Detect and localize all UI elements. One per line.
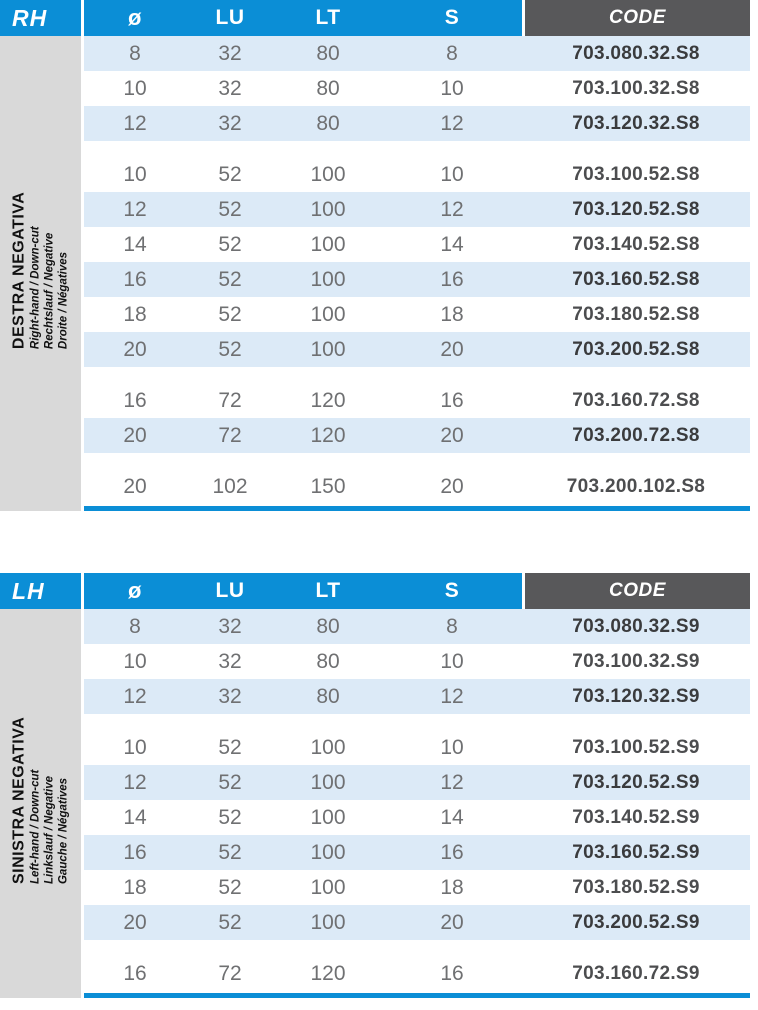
- diameter-cell: 20: [84, 418, 186, 453]
- lt-cell: 100: [274, 332, 382, 367]
- spacer-cell: [186, 367, 274, 383]
- table-row-spacer: [84, 940, 750, 956]
- lt-cell: 120: [310, 961, 346, 985]
- lt-cell: 100: [274, 905, 382, 940]
- column-header-lt: LT: [274, 0, 382, 36]
- table-row[interactable]: [84, 870, 750, 905]
- code-cell: 703.160.72.S8: [572, 389, 700, 411]
- lt-cell: 120: [274, 418, 382, 453]
- lt-cell: 100: [274, 192, 382, 227]
- side-label-subtitles: [28, 226, 71, 349]
- spacer-cell: [84, 940, 186, 956]
- code-cell: 703.100.32.S9: [572, 650, 700, 672]
- spacer-cell: [84, 714, 186, 730]
- side-label-rotated: [10, 191, 71, 348]
- shank-cell: 18: [440, 875, 464, 899]
- spacer-cell: [522, 141, 750, 157]
- table-row[interactable]: [84, 905, 750, 940]
- side-label-title: SINISTRA NEGATIVA: [10, 716, 28, 884]
- table-rows: [84, 609, 750, 991]
- spacer-cell: [84, 141, 186, 157]
- lu-cell: 52: [218, 302, 242, 326]
- lu-cell: 72: [218, 961, 242, 985]
- lu-cell: 52: [218, 805, 242, 829]
- code-cell: 703.120.52.S8: [522, 192, 750, 227]
- lu-cell: 52: [186, 192, 274, 227]
- code-cell: 703.160.52.S8: [522, 262, 750, 297]
- diameter-cell: 18: [123, 302, 147, 326]
- lu-cell: 32: [186, 36, 274, 71]
- shank-cell: 14: [440, 232, 464, 256]
- shank-cell: 16: [440, 961, 464, 985]
- diameter-cell: 12: [84, 106, 186, 141]
- side-label-subtitles: [28, 769, 71, 883]
- table-footer-bar: [84, 993, 750, 998]
- shank-cell: 10: [440, 76, 464, 100]
- table-row[interactable]: [84, 956, 750, 991]
- shank-cell: 8: [382, 36, 522, 71]
- lu-cell: 32: [218, 76, 242, 100]
- table-row[interactable]: [84, 262, 750, 297]
- lt-cell: 80: [316, 649, 340, 673]
- lt-cell: 150: [310, 474, 346, 498]
- lt-cell: 100: [310, 875, 346, 899]
- lt-cell: 80: [316, 76, 340, 100]
- diameter-cell: 20: [123, 474, 147, 498]
- lu-cell: 52: [218, 875, 242, 899]
- code-cell: 703.140.52.S8: [572, 233, 700, 255]
- lu-cell: 52: [218, 232, 242, 256]
- footer-left-spacer: [0, 991, 84, 998]
- diameter-cell: 12: [84, 765, 186, 800]
- column-header-s: S: [382, 0, 522, 36]
- spacer-cell: [84, 367, 186, 383]
- code-cell: 703.080.32.S8: [522, 36, 750, 71]
- table-row[interactable]: [84, 730, 750, 765]
- spacer-cell: [382, 367, 522, 383]
- diameter-cell: 12: [84, 679, 186, 714]
- spacer-cell: [274, 453, 382, 469]
- diameter-cell: 14: [123, 805, 147, 829]
- shank-cell: 10: [440, 735, 464, 759]
- table-rows: [84, 36, 750, 504]
- side-label-subtitle: Gauche / Négatives: [57, 777, 70, 884]
- shank-cell: 16: [440, 388, 464, 412]
- spacer-cell: [382, 453, 522, 469]
- diameter-cell: 14: [123, 232, 147, 256]
- shank-cell: 16: [382, 835, 522, 870]
- shank-cell: 10: [440, 649, 464, 673]
- lt-cell: 80: [274, 36, 382, 71]
- diameter-cell: 16: [123, 961, 147, 985]
- side-label-panel: [0, 36, 84, 504]
- lt-cell: 100: [274, 835, 382, 870]
- lu-cell: 72: [218, 388, 242, 412]
- table-row[interactable]: [84, 469, 750, 504]
- column-header-diameter: ø: [84, 573, 186, 609]
- table-row[interactable]: [84, 383, 750, 418]
- table-row[interactable]: [84, 297, 750, 332]
- table-row[interactable]: [84, 332, 750, 367]
- diameter-cell: 10: [123, 649, 147, 673]
- diameter-cell: 16: [84, 835, 186, 870]
- spacer-cell: [186, 714, 274, 730]
- lu-cell: 52: [218, 735, 242, 759]
- shank-cell: 18: [440, 302, 464, 326]
- shank-cell: 20: [382, 332, 522, 367]
- column-header-code: CODE: [522, 0, 750, 36]
- side-label-inner: [0, 609, 81, 991]
- table-row[interactable]: [84, 106, 750, 141]
- lt-cell: 100: [310, 302, 346, 326]
- spacer-cell: [186, 141, 274, 157]
- side-label-panel: [0, 609, 84, 991]
- footer-left-spacer: [0, 504, 84, 511]
- lt-cell: 100: [310, 232, 346, 256]
- side-label-subtitle: Right-hand / Down-cut: [28, 226, 41, 349]
- spacer-cell: [186, 940, 274, 956]
- table-row[interactable]: [84, 227, 750, 262]
- side-label-subtitle: Droite / Négatives: [57, 251, 70, 349]
- code-cell: 703.080.32.S9: [522, 609, 750, 644]
- table-grid: [0, 573, 758, 998]
- shank-cell: 12: [382, 192, 522, 227]
- table-row[interactable]: [84, 679, 750, 714]
- code-cell: 703.100.52.S9: [572, 736, 700, 758]
- side-label-title: DESTRA NEGATIVA: [10, 191, 28, 349]
- hand-code-header: RH: [0, 0, 84, 36]
- code-cell: 703.120.52.S9: [522, 765, 750, 800]
- code-cell: 703.160.52.S9: [522, 835, 750, 870]
- side-label-rotated: [10, 716, 71, 883]
- lt-cell: 80: [274, 679, 382, 714]
- code-cell: 703.200.72.S8: [522, 418, 750, 453]
- table-row[interactable]: [84, 800, 750, 835]
- lt-cell: 100: [274, 765, 382, 800]
- shank-cell: 10: [440, 162, 464, 186]
- diameter-cell: 20: [84, 905, 186, 940]
- diameter-cell: 8: [84, 609, 186, 644]
- table-row[interactable]: [84, 36, 750, 71]
- lt-cell: 100: [274, 262, 382, 297]
- column-header-lt: LT: [274, 573, 382, 609]
- table-row[interactable]: [84, 609, 750, 644]
- spacer-cell: [522, 367, 750, 383]
- column-header-lu: LU: [186, 0, 274, 36]
- side-label-subtitle: Left-hand / Down-cut: [28, 769, 41, 884]
- diameter-cell: 20: [84, 332, 186, 367]
- column-header-s: S: [382, 573, 522, 609]
- code-cell: 703.180.52.S8: [572, 303, 700, 325]
- shank-cell: 20: [440, 474, 464, 498]
- lt-cell: 100: [310, 735, 346, 759]
- table-row[interactable]: [84, 157, 750, 192]
- shank-cell: 12: [382, 765, 522, 800]
- lt-cell: 80: [274, 609, 382, 644]
- shank-cell: 16: [382, 262, 522, 297]
- lu-cell: 32: [186, 106, 274, 141]
- table-footer-bar: [84, 506, 750, 511]
- spacer-cell: [274, 714, 382, 730]
- lu-cell: 52: [186, 835, 274, 870]
- lu-cell: 52: [186, 332, 274, 367]
- spacer-cell: [274, 141, 382, 157]
- table-row[interactable]: [84, 71, 750, 106]
- spacer-cell: [382, 141, 522, 157]
- spacer-cell: [382, 940, 522, 956]
- code-cell: 703.120.32.S8: [522, 106, 750, 141]
- code-cell: 703.200.102.S8: [566, 475, 706, 497]
- code-cell: 703.100.32.S8: [572, 77, 700, 99]
- lt-cell: 100: [310, 805, 346, 829]
- column-header-code: CODE: [522, 573, 750, 609]
- spacer-cell: [522, 940, 750, 956]
- code-cell: 703.200.52.S9: [522, 905, 750, 940]
- diameter-cell: 16: [123, 388, 147, 412]
- table-row[interactable]: [84, 835, 750, 870]
- lu-cell: 52: [186, 262, 274, 297]
- shank-cell: 20: [382, 905, 522, 940]
- spacer-cell: [186, 453, 274, 469]
- spacer-cell: [274, 367, 382, 383]
- lu-cell: 72: [186, 418, 274, 453]
- code-cell: 703.200.52.S8: [522, 332, 750, 367]
- table-row[interactable]: [84, 644, 750, 679]
- diameter-cell: 10: [123, 76, 147, 100]
- diameter-cell: 8: [84, 36, 186, 71]
- diameter-cell: 16: [84, 262, 186, 297]
- spacer-cell: [522, 453, 750, 469]
- spec-table-lh: [0, 573, 758, 998]
- table-row-spacer: [84, 714, 750, 730]
- lu-cell: 32: [218, 649, 242, 673]
- table-row[interactable]: [84, 192, 750, 227]
- side-label-subtitle: Linkslauf / Negative: [43, 775, 56, 884]
- lt-cell: 100: [310, 162, 346, 186]
- table-row-spacer: [84, 141, 750, 157]
- hand-code-header: LH: [0, 573, 84, 609]
- code-cell: 703.160.72.S9: [572, 962, 700, 984]
- code-cell: 703.180.52.S9: [572, 876, 700, 898]
- lu-cell: 52: [218, 162, 242, 186]
- shank-cell: 8: [382, 609, 522, 644]
- diameter-cell: 12: [84, 192, 186, 227]
- table-row[interactable]: [84, 765, 750, 800]
- lu-cell: 32: [186, 609, 274, 644]
- diameter-cell: 18: [123, 875, 147, 899]
- spacer-cell: [382, 714, 522, 730]
- shank-cell: 20: [382, 418, 522, 453]
- lu-cell: 52: [186, 905, 274, 940]
- spacer-cell: [274, 940, 382, 956]
- table-row-spacer: [84, 367, 750, 383]
- shank-cell: 12: [382, 679, 522, 714]
- lt-cell: 120: [310, 388, 346, 412]
- lt-cell: 80: [274, 106, 382, 141]
- side-label-inner: [0, 36, 81, 504]
- column-header-lu: LU: [186, 573, 274, 609]
- lu-cell: 52: [186, 765, 274, 800]
- shank-cell: 14: [440, 805, 464, 829]
- code-cell: 703.120.32.S9: [522, 679, 750, 714]
- table-row[interactable]: [84, 418, 750, 453]
- spacer-cell: [522, 714, 750, 730]
- shank-cell: 12: [382, 106, 522, 141]
- diameter-cell: 10: [123, 162, 147, 186]
- table-row-spacer: [84, 453, 750, 469]
- lu-cell: 102: [212, 474, 248, 498]
- diameter-cell: 10: [123, 735, 147, 759]
- column-header-diameter: ø: [84, 0, 186, 36]
- code-cell: 703.100.52.S8: [572, 163, 700, 185]
- lu-cell: 32: [186, 679, 274, 714]
- spacer-cell: [84, 453, 186, 469]
- code-cell: 703.140.52.S9: [572, 806, 700, 828]
- side-label-subtitle: Rechtslauf / Negative: [43, 232, 56, 349]
